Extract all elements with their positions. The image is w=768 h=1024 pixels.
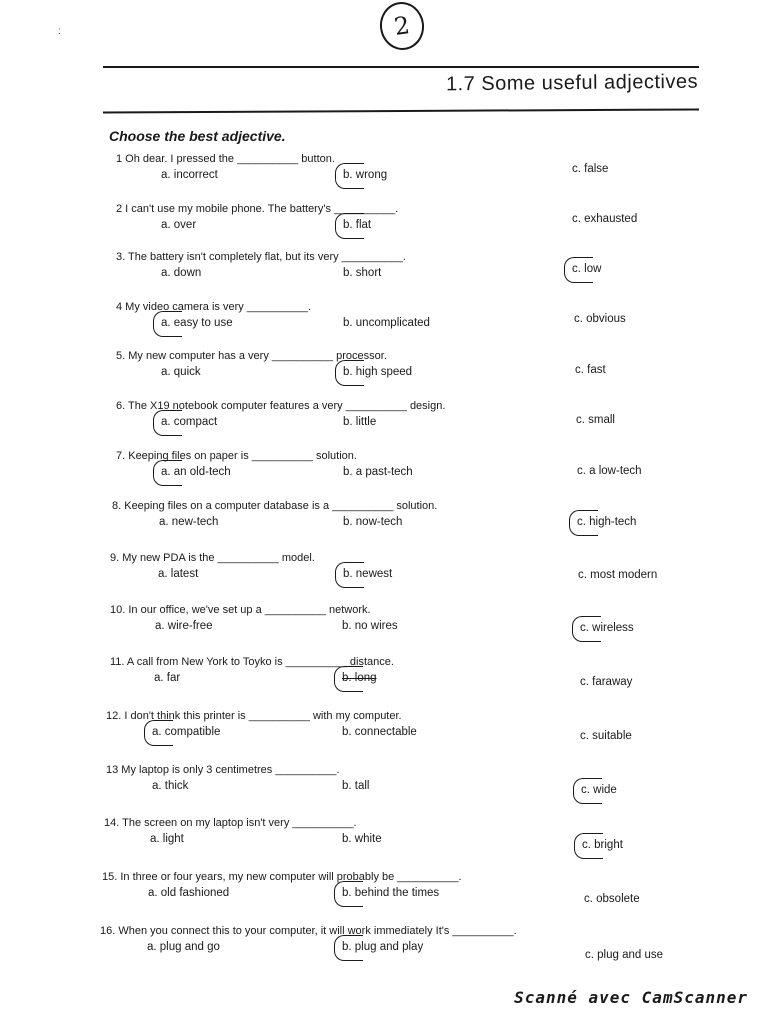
option-c: c. a low-tech bbox=[577, 465, 642, 477]
option-b: b. little bbox=[343, 416, 377, 428]
option-c: c. most modern bbox=[578, 569, 658, 581]
handwritten-page-number: 2 bbox=[377, 0, 427, 53]
question-1 bbox=[0, 153, 768, 193]
question-9 bbox=[0, 552, 768, 592]
option-a: a. latest bbox=[158, 568, 199, 580]
question-text: 4 My video camera is very __________. bbox=[116, 301, 312, 313]
option-c: c. suitable bbox=[580, 730, 632, 742]
option-b: b. uncomplicated bbox=[343, 317, 430, 329]
option-a: a. wire-free bbox=[155, 620, 213, 632]
option-a: a. compact bbox=[161, 416, 218, 428]
option-b: b. plug and play bbox=[342, 941, 424, 953]
question-15 bbox=[0, 871, 768, 911]
question-text: 8. Keeping files on a computer database is a __________ solution. bbox=[112, 500, 438, 512]
option-a: a. old fashioned bbox=[148, 887, 230, 899]
option-b: b. wrong bbox=[343, 169, 388, 181]
option-c: c. high-tech bbox=[577, 516, 637, 528]
option-a: a. easy to use bbox=[161, 317, 233, 329]
question-6 bbox=[0, 400, 768, 440]
question-text: 15. In three or four years, my new computer will probably be __________. bbox=[102, 871, 462, 883]
option-a: a. an old-tech bbox=[161, 466, 231, 478]
section-title: 1.7 Some useful adjectives bbox=[445, 70, 699, 96]
option-b: b. connectable bbox=[342, 726, 417, 738]
question-text: 16. When you connect this to your computer, it will work immediately It's __________. bbox=[100, 925, 517, 937]
option-c: c. wireless bbox=[580, 622, 634, 634]
option-b: b. now-tech bbox=[343, 516, 403, 528]
option-a: a. new-tech bbox=[159, 516, 219, 528]
option-a: a. over bbox=[161, 219, 197, 231]
option-a: a. light bbox=[150, 833, 184, 845]
question-4 bbox=[0, 301, 768, 341]
option-c: c. obvious bbox=[574, 313, 626, 325]
scanner-watermark: Scanné avec CamScanner bbox=[514, 988, 748, 1007]
option-a: a. far bbox=[154, 672, 181, 684]
question-2 bbox=[0, 203, 768, 243]
exercise-instruction: Choose the best adjective. bbox=[109, 128, 286, 144]
corner-mark: : bbox=[58, 26, 61, 37]
question-text: 3. The battery isn't completely flat, but its very __________. bbox=[116, 251, 406, 263]
question-text: 13 My laptop is only 3 centimetres __________. bbox=[106, 764, 340, 776]
option-c: c. wide bbox=[581, 784, 617, 796]
question-text: 10. In our office, we've set up a __________ network. bbox=[110, 604, 371, 616]
option-c: c. obsolete bbox=[584, 893, 640, 905]
question-3 bbox=[0, 251, 768, 291]
question-7 bbox=[0, 450, 768, 490]
option-a: a. incorrect bbox=[161, 169, 218, 181]
option-b: b. newest bbox=[343, 568, 393, 580]
option-a: a. plug and go bbox=[147, 941, 220, 953]
question-14 bbox=[0, 817, 768, 857]
option-c: c. plug and use bbox=[585, 949, 664, 961]
option-a: a. down bbox=[161, 267, 202, 279]
question-text: 2 I can't use my mobile phone. The battery's __________. bbox=[116, 203, 399, 215]
question-text: 5. My new computer has a very __________ processor. bbox=[116, 350, 387, 362]
option-b: b. high speed bbox=[343, 366, 413, 378]
option-b: b. a past-tech bbox=[343, 466, 413, 478]
option-b: b. tall bbox=[342, 780, 370, 792]
question-13 bbox=[0, 764, 768, 804]
option-b: b. short bbox=[343, 267, 382, 279]
option-a: a. quick bbox=[161, 366, 201, 378]
question-5 bbox=[0, 350, 768, 390]
question-text: 1 Oh dear. I pressed the __________ button. bbox=[116, 153, 335, 165]
option-c: c. bright bbox=[582, 839, 623, 851]
option-c: c. false bbox=[572, 163, 609, 175]
option-b: b. white bbox=[342, 833, 382, 845]
option-c: c. small bbox=[576, 414, 615, 426]
question-text: 7. Keeping files on paper is __________ solution. bbox=[116, 450, 357, 462]
header-rule-top bbox=[103, 66, 699, 68]
option-b: b. behind the times bbox=[342, 887, 440, 899]
question-10 bbox=[0, 604, 768, 644]
question-text: 9. My new PDA is the __________ model. bbox=[110, 552, 315, 564]
option-b: b. no wires bbox=[342, 620, 398, 632]
question-11 bbox=[0, 656, 768, 696]
option-b: b. long bbox=[342, 672, 377, 684]
question-16 bbox=[0, 925, 768, 965]
question-text: 14. The screen on my laptop isn't very __________. bbox=[104, 817, 357, 829]
question-8 bbox=[0, 500, 768, 540]
question-text: 12. I don't think this printer is __________ with my computer. bbox=[106, 710, 402, 722]
option-a: a. compatible bbox=[152, 726, 221, 738]
question-12 bbox=[0, 710, 768, 750]
option-a: a. thick bbox=[152, 780, 189, 792]
option-c: c. fast bbox=[575, 364, 606, 376]
question-text: 6. The X19 notebook computer features a very __________ design. bbox=[116, 400, 446, 412]
question-text: 11. A call from New York to Toyko is __________ distance. bbox=[110, 656, 394, 668]
option-c: c. exhausted bbox=[572, 213, 638, 225]
option-c: c. low bbox=[572, 263, 602, 275]
header-rule-bottom bbox=[103, 108, 699, 113]
option-c: c. faraway bbox=[580, 676, 633, 688]
option-b: b. flat bbox=[343, 219, 372, 231]
